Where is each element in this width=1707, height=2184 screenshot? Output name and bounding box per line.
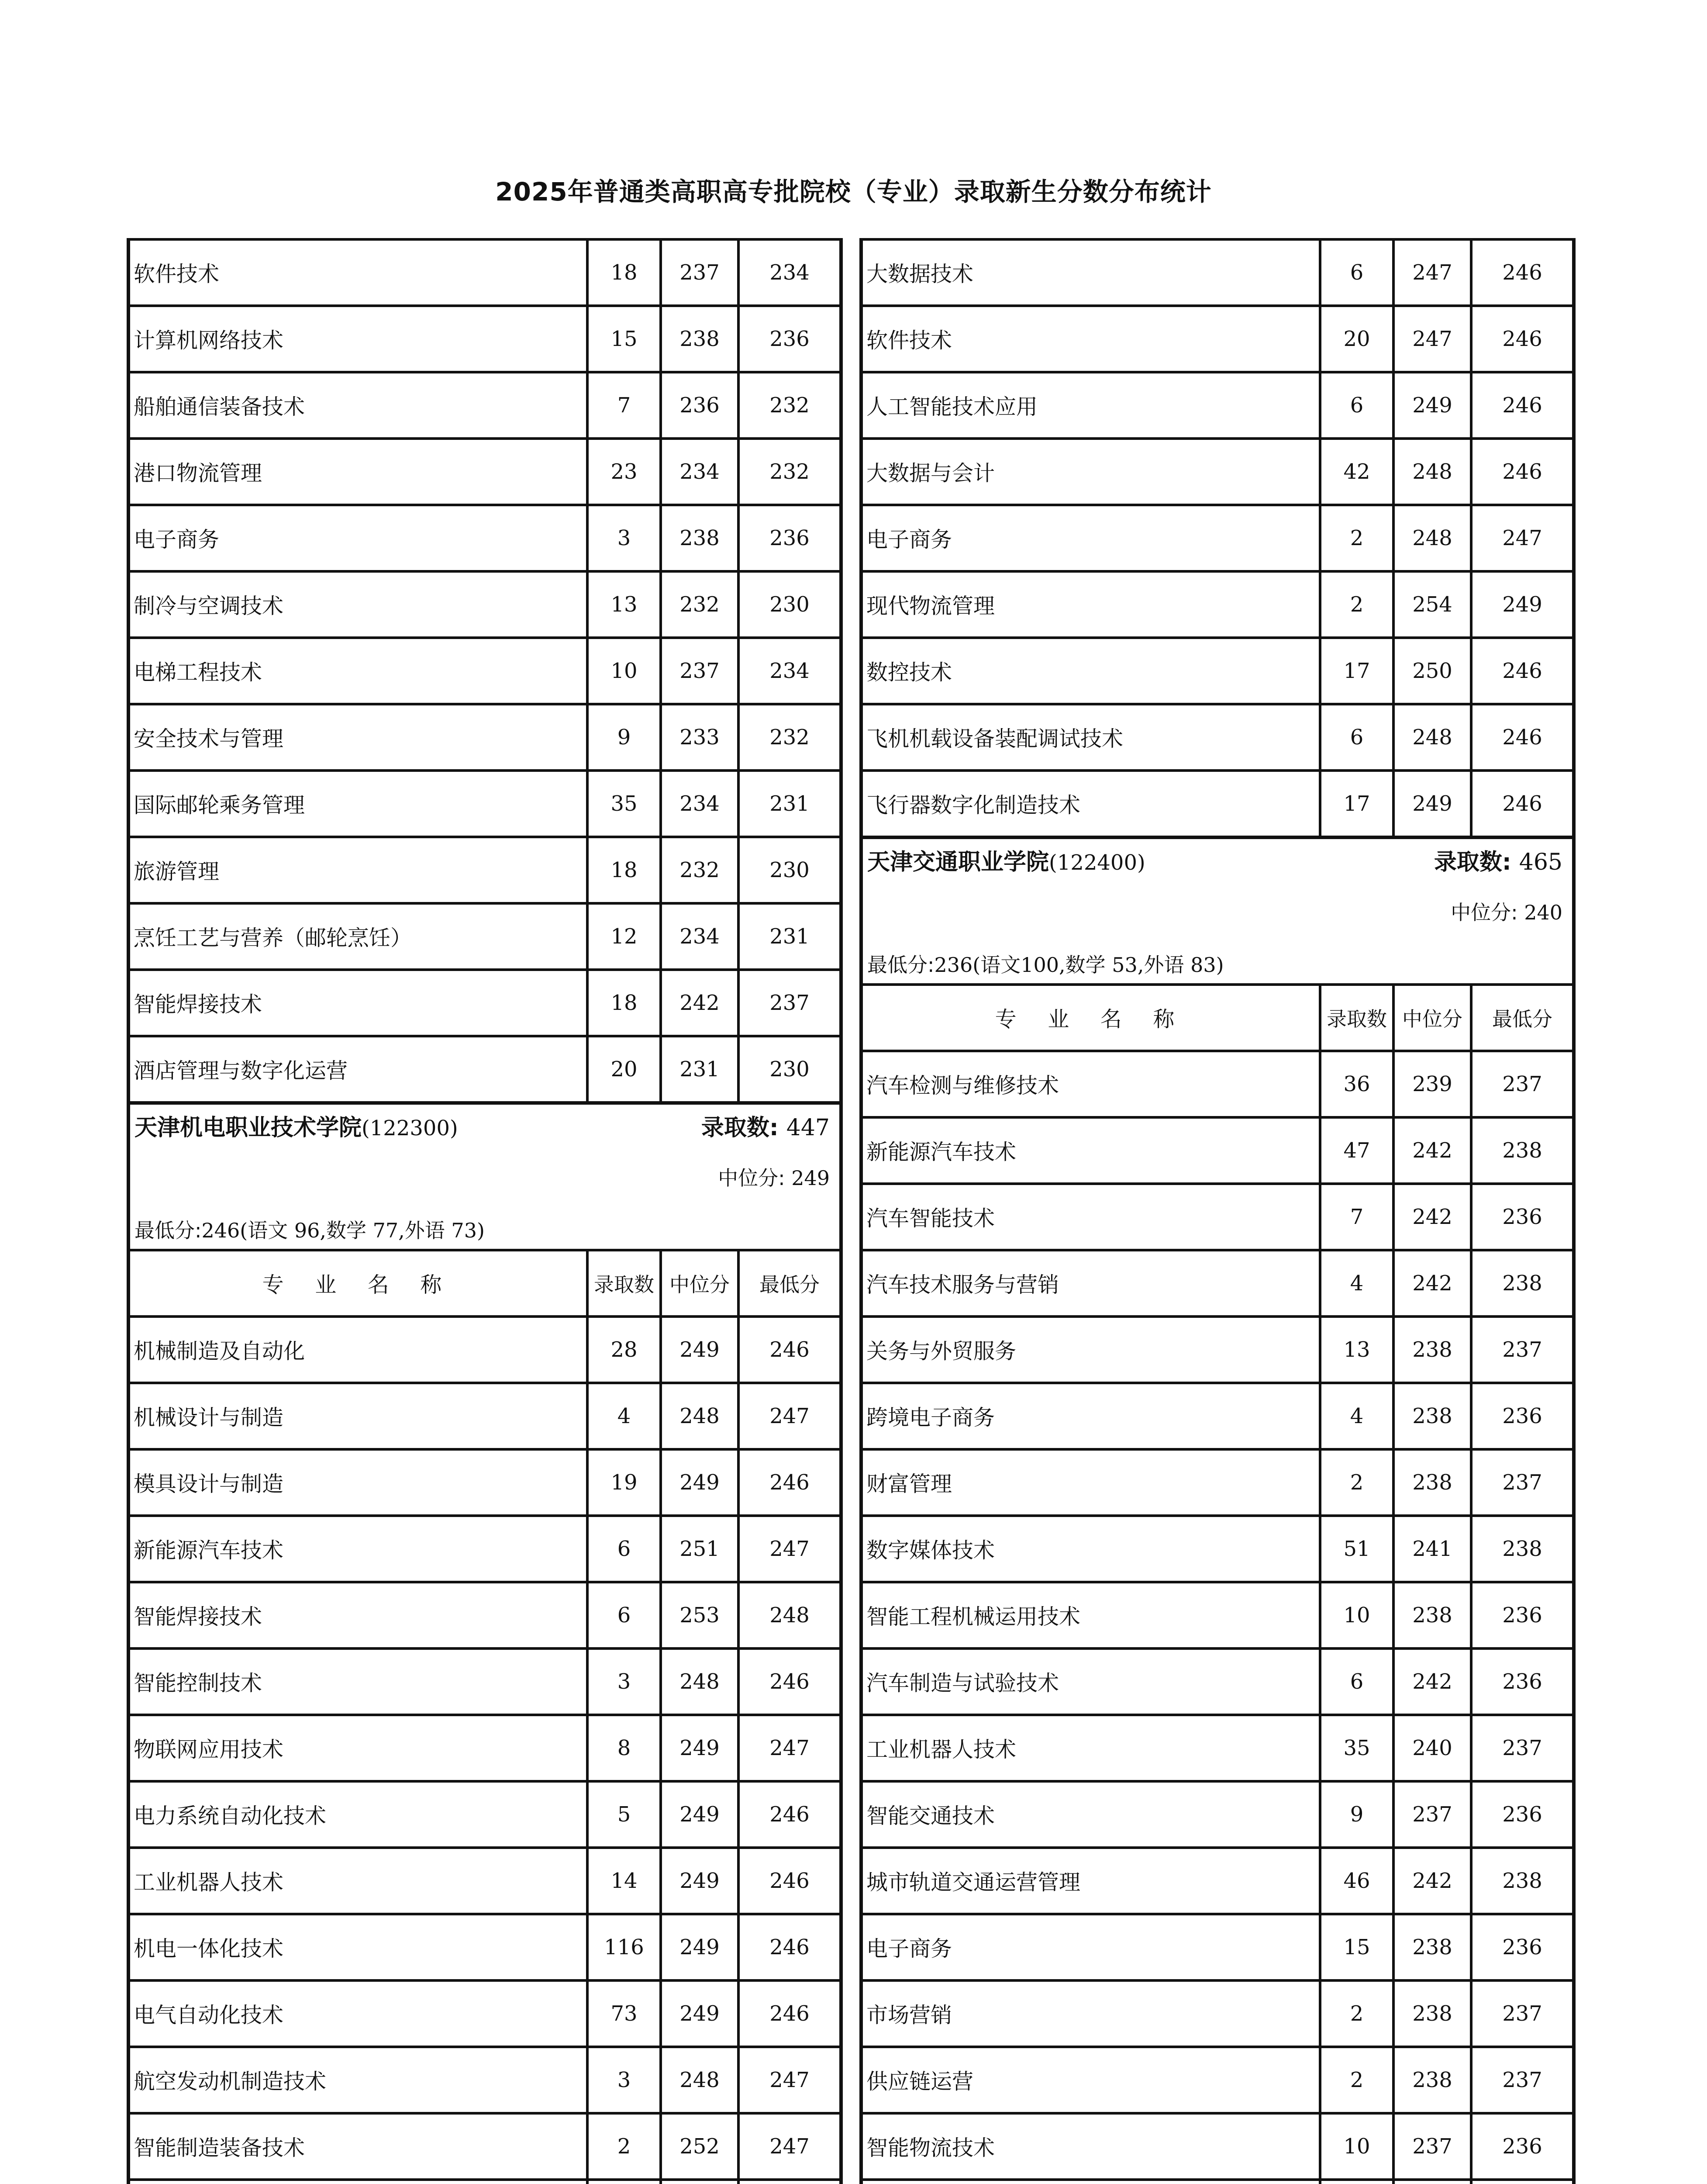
median-score: 248 <box>1392 506 1470 570</box>
admission-count: 10 <box>586 639 659 703</box>
table-row <box>863 1913 1572 1979</box>
table-row <box>863 1714 1572 1780</box>
admission-count <box>586 2181 659 2184</box>
minimum-score: 230 <box>737 1037 839 1101</box>
table-row <box>130 1581 839 1647</box>
major-name: 跨境电子商务 <box>866 1405 995 1430</box>
admission-count <box>1319 2181 1392 2184</box>
admission-count: 15 <box>1319 1915 1392 1979</box>
minimum-score: 238 <box>1470 1517 1572 1581</box>
major-name: 电子商务 <box>866 527 952 552</box>
median-score: 231 <box>659 1037 737 1101</box>
header-median: 中位分 <box>1392 986 1470 1050</box>
table-header <box>863 983 1572 1050</box>
major-name: 酒店管理与数字化运营 <box>134 1058 348 1083</box>
table-row <box>863 2112 1572 2178</box>
admission-count: 18 <box>586 241 659 304</box>
school-name: 天津交通职业学院(122400) <box>867 849 1145 875</box>
major-name: 工业机器人技术 <box>134 1870 284 1895</box>
major-name: 软件技术 <box>134 262 220 287</box>
minimum-score: 237 <box>737 971 839 1035</box>
admission-count: 18 <box>586 971 659 1035</box>
admission-count: 18 <box>586 838 659 902</box>
minimum-score: 237 <box>1470 1982 1572 2046</box>
admission-count: 23 <box>586 440 659 504</box>
major-name: 电子商务 <box>134 527 220 552</box>
admission-count: 15 <box>586 307 659 371</box>
median-score: 242 <box>659 971 737 1035</box>
median-score: 242 <box>1392 1119 1470 1182</box>
table-row <box>130 1315 839 1382</box>
median-score: 248 <box>1392 705 1470 769</box>
admission-count: 42 <box>1319 440 1392 504</box>
major-name: 关务与外贸服务 <box>866 1339 1017 1364</box>
minimum-score: 231 <box>737 905 839 968</box>
table-row <box>863 2178 1572 2184</box>
table-header <box>130 1249 839 1315</box>
major-name: 旅游管理 <box>134 859 220 884</box>
major-name: 大数据技术 <box>866 262 974 287</box>
table-row <box>863 238 1572 304</box>
median-score: 249 <box>659 1783 737 1846</box>
admission-count: 3 <box>586 506 659 570</box>
median-score: 232 <box>659 573 737 636</box>
page-title: 2025年普通类高职高专批院校（专业）录取新生分数分布统计 <box>495 177 1212 207</box>
table-row <box>130 1382 839 1448</box>
header-count: 录取数 <box>586 1251 659 1315</box>
major-name: 大数据与会计 <box>866 461 995 486</box>
median-score: 251 <box>659 1517 737 1581</box>
admission-count: 6 <box>1319 705 1392 769</box>
admission-count: 28 <box>586 1318 659 1382</box>
admission-count: 46 <box>1319 1849 1392 1913</box>
minimum-score: 237 <box>1470 2048 1572 2112</box>
minimum-score: 232 <box>737 705 839 769</box>
major-name: 财富管理 <box>866 1472 952 1496</box>
median-score: 中位分: 240 <box>1451 901 1562 924</box>
median-score: 249 <box>1392 772 1470 836</box>
minimum-score: 246 <box>737 1849 839 1913</box>
median-score: 242 <box>1392 1185 1470 1249</box>
admission-count: 13 <box>586 573 659 636</box>
median-score: 238 <box>1392 1915 1470 1979</box>
admission-count: 10 <box>1319 1583 1392 1647</box>
school-name: 天津机电职业技术学院(122300) <box>134 1115 458 1141</box>
header-min: 最低分 <box>1470 986 1572 1050</box>
right-table <box>859 238 1576 2184</box>
admission-count: 5 <box>586 1783 659 1846</box>
minimum-score: 248 <box>737 1583 839 1647</box>
table-row <box>863 1315 1572 1382</box>
admission-count: 17 <box>1319 639 1392 703</box>
table-row <box>130 504 839 570</box>
table-row <box>130 238 839 304</box>
table-row <box>130 902 839 968</box>
table-row <box>130 1846 839 1913</box>
table-row <box>863 1182 1572 1249</box>
admission-count: 6 <box>1319 373 1392 437</box>
admission-count: 116 <box>586 1915 659 1979</box>
table-row <box>863 1050 1572 1116</box>
admission-count: 8 <box>586 1716 659 1780</box>
admission-count: 73 <box>586 1982 659 2046</box>
admission-count: 6 <box>1319 241 1392 304</box>
admission-count: 36 <box>1319 1052 1392 1116</box>
minimum-score: 247 <box>737 1384 839 1448</box>
minimum-score: 247 <box>737 1517 839 1581</box>
minimum-score: 236 <box>1470 2115 1572 2178</box>
minimum-score: 232 <box>737 373 839 437</box>
minimum-score: 231 <box>737 772 839 836</box>
admission-count: 7 <box>586 373 659 437</box>
table-row <box>130 703 839 769</box>
major-name: 汽车制造与试验技术 <box>866 1671 1059 1696</box>
minimum-score: 247 <box>737 2048 839 2112</box>
major-name: 烹饪工艺与营养（邮轮烹饪） <box>134 926 412 950</box>
header-major: 专 业 名 称 <box>995 1007 1187 1032</box>
median-score: 249 <box>1392 373 1470 437</box>
table-row <box>863 1780 1572 1846</box>
median-score: 248 <box>659 1650 737 1714</box>
median-score: 中位分: 249 <box>718 1166 830 1190</box>
minimum-score: 238 <box>1470 1119 1572 1182</box>
major-name: 安全技术与管理 <box>134 726 284 751</box>
minimum-score: 236 <box>1470 1384 1572 1448</box>
major-name: 城市轨道交通运营管理 <box>866 1870 1081 1895</box>
median-score: 247 <box>1392 241 1470 304</box>
major-name: 现代物流管理 <box>866 594 995 619</box>
median-score: 249 <box>659 1716 737 1780</box>
table-row <box>863 304 1572 371</box>
major-name: 新能源汽车技术 <box>866 1140 1017 1165</box>
minimum-score: 238 <box>1470 1849 1572 1913</box>
median-score: 232 <box>659 838 737 902</box>
major-name: 船舶通信装备技术 <box>134 394 305 419</box>
minimum-score: 247 <box>1470 506 1572 570</box>
median-score: 238 <box>1392 1583 1470 1647</box>
admission-count: 10 <box>1319 2115 1392 2178</box>
major-name: 机械设计与制造 <box>134 1405 284 1430</box>
median-score: 234 <box>659 905 737 968</box>
major-name: 飞机机载设备装配调试技术 <box>866 726 1124 751</box>
major-name: 航空发动机制造技术 <box>134 2069 327 2094</box>
median-score <box>1392 2181 1470 2184</box>
minimum-score: 236 <box>1470 1650 1572 1714</box>
median-score: 248 <box>659 1384 737 1448</box>
minimum-score: 246 <box>737 1650 839 1714</box>
left-school-rows <box>130 1315 839 2184</box>
admission-count: 3 <box>586 2048 659 2112</box>
minimum-score: 234 <box>737 639 839 703</box>
minimum-score: 236 <box>1470 1915 1572 1979</box>
minimum-score: 237 <box>1470 1318 1572 1382</box>
median-score: 249 <box>659 1318 737 1382</box>
table-row <box>863 371 1572 437</box>
admission-count: 录取数: 447 <box>701 1115 830 1141</box>
major-name: 港口物流管理 <box>134 461 262 486</box>
table-row <box>863 1382 1572 1448</box>
admission-count: 14 <box>586 1849 659 1913</box>
table-row <box>863 1979 1572 2046</box>
median-score: 248 <box>659 2048 737 2112</box>
table-row <box>130 1647 839 1714</box>
major-name: 数控技术 <box>866 660 952 685</box>
major-name: 智能工程机械运用技术 <box>866 1604 1081 1629</box>
minimum-score: 246 <box>1470 241 1572 304</box>
table-row <box>130 968 839 1035</box>
major-name: 人工智能技术应用 <box>866 394 1038 419</box>
minimum-score: 237 <box>1470 1451 1572 1514</box>
admission-count: 20 <box>1319 307 1392 371</box>
admission-count: 12 <box>586 905 659 968</box>
major-name: 市场营销 <box>866 2003 952 2028</box>
median-score: 249 <box>659 1982 737 2046</box>
major-name: 汽车检测与维修技术 <box>866 1073 1059 1098</box>
minimum-score: 237 <box>1470 1716 1572 1780</box>
table-row <box>863 1116 1572 1182</box>
major-name: 电子商务 <box>866 1936 952 1961</box>
header-count: 录取数 <box>1319 986 1392 1050</box>
admission-count: 4 <box>1319 1251 1392 1315</box>
median-score <box>659 2181 737 2184</box>
median-score: 237 <box>659 241 737 304</box>
median-score: 238 <box>1392 1451 1470 1514</box>
admission-count: 6 <box>1319 1650 1392 1714</box>
minimum-score: 246 <box>1470 772 1572 836</box>
median-score: 238 <box>659 506 737 570</box>
table-row <box>130 769 839 836</box>
minimum-score: 246 <box>1470 307 1572 371</box>
major-name: 电气自动化技术 <box>134 2003 284 2028</box>
median-score: 249 <box>659 1849 737 1913</box>
admission-count: 2 <box>1319 506 1392 570</box>
minimum-score: 236 <box>1470 1783 1572 1846</box>
minimum-score: 246 <box>1470 373 1572 437</box>
median-score: 247 <box>1392 307 1470 371</box>
major-name: 智能焊接技术 <box>134 1604 262 1629</box>
table-row <box>863 1448 1572 1514</box>
admission-count: 20 <box>586 1037 659 1101</box>
minimum-score: 246 <box>737 1915 839 1979</box>
admission-count: 51 <box>1319 1517 1392 1581</box>
median-score: 238 <box>1392 2048 1470 2112</box>
median-score: 238 <box>1392 1384 1470 1448</box>
admission-count: 9 <box>586 705 659 769</box>
minimum-score <box>737 2181 839 2184</box>
major-name <box>130 2181 586 2184</box>
minimum-score: 238 <box>1470 1251 1572 1315</box>
header-major: 专 业 名 称 <box>262 1272 454 1297</box>
admission-count: 4 <box>586 1384 659 1448</box>
median-score: 236 <box>659 373 737 437</box>
table-row <box>130 1514 839 1581</box>
median-score: 238 <box>1392 1982 1470 2046</box>
major-name: 计算机网络技术 <box>134 328 284 353</box>
table-row <box>863 1581 1572 1647</box>
major-name: 电梯工程技术 <box>134 660 262 685</box>
median-score: 250 <box>1392 639 1470 703</box>
table-row <box>130 304 839 371</box>
admission-count: 2 <box>1319 573 1392 636</box>
median-score: 234 <box>659 440 737 504</box>
median-score: 242 <box>1392 1251 1470 1315</box>
median-score: 237 <box>1392 2115 1470 2178</box>
minimum-score: 247 <box>737 2115 839 2178</box>
table-row <box>130 1035 839 1101</box>
admission-count: 19 <box>586 1451 659 1514</box>
major-name: 工业机器人技术 <box>866 1737 1017 1762</box>
major-name: 飞行器数字化制造技术 <box>866 793 1081 818</box>
major-name: 软件技术 <box>866 328 952 353</box>
minimum-score: 230 <box>737 573 839 636</box>
major-name: 汽车技术服务与营销 <box>866 1272 1059 1297</box>
left-rows <box>130 238 839 1101</box>
major-name: 智能控制技术 <box>134 1671 262 1696</box>
table-row <box>863 703 1572 769</box>
major-name: 新能源汽车技术 <box>134 1538 284 1563</box>
median-score: 239 <box>1392 1052 1470 1116</box>
median-score: 249 <box>659 1915 737 1979</box>
median-score: 254 <box>1392 573 1470 636</box>
median-score: 249 <box>659 1451 737 1514</box>
median-score: 237 <box>659 639 737 703</box>
school-code: (122300) <box>362 1116 458 1140</box>
major-name: 数字媒体技术 <box>866 1538 995 1563</box>
major-name: 智能制造装备技术 <box>134 2136 305 2160</box>
table-row <box>130 1913 839 1979</box>
admission-count: 9 <box>1319 1783 1392 1846</box>
table-row <box>863 1846 1572 1913</box>
median-score: 242 <box>1392 1650 1470 1714</box>
minimum-score: 236 <box>737 307 839 371</box>
major-name: 智能交通技术 <box>866 1804 995 1828</box>
minimum-score: 246 <box>737 1783 839 1846</box>
admission-count: 35 <box>1319 1716 1392 1780</box>
table-row <box>863 1647 1572 1714</box>
right-school-rows <box>863 1050 1572 2184</box>
table-row <box>130 570 839 636</box>
table-row <box>863 1249 1572 1315</box>
admission-count: 6 <box>586 1583 659 1647</box>
median-score: 238 <box>659 307 737 371</box>
table-row <box>863 769 1572 836</box>
minimum-score: 232 <box>737 440 839 504</box>
median-score: 238 <box>1392 1318 1470 1382</box>
median-score: 240 <box>1392 1716 1470 1780</box>
minimum-score: 246 <box>1470 440 1572 504</box>
median-score: 252 <box>659 2115 737 2178</box>
median-score: 242 <box>1392 1849 1470 1913</box>
admission-count: 录取数: 465 <box>1434 849 1562 875</box>
admission-count: 6 <box>586 1517 659 1581</box>
major-name: 智能物流技术 <box>866 2136 995 2160</box>
table-row <box>130 1979 839 2046</box>
table-row <box>130 1780 839 1846</box>
admission-count: 17 <box>1319 772 1392 836</box>
median-score: 241 <box>1392 1517 1470 1581</box>
table-row <box>130 2178 839 2184</box>
admission-count: 3 <box>586 1650 659 1714</box>
major-name: 电力系统自动化技术 <box>134 1804 327 1828</box>
minimum-score: 246 <box>1470 639 1572 703</box>
admission-count: 2 <box>1319 1982 1392 2046</box>
major-name: 供应链运营 <box>866 2069 974 2094</box>
minimum-score: 246 <box>1470 705 1572 769</box>
table-row <box>130 2046 839 2112</box>
major-name: 国际邮轮乘务管理 <box>134 793 305 818</box>
median-score: 234 <box>659 772 737 836</box>
admission-count: 7 <box>1319 1185 1392 1249</box>
minimum-score: 236 <box>1470 1185 1572 1249</box>
table-row <box>130 1714 839 1780</box>
table-row <box>863 437 1572 504</box>
admission-count: 13 <box>1319 1318 1392 1382</box>
minimum-score: 247 <box>737 1716 839 1780</box>
school-header <box>130 1101 839 1249</box>
table-row <box>130 437 839 504</box>
minimum-score: 236 <box>737 506 839 570</box>
table-row <box>130 636 839 703</box>
admission-count: 47 <box>1319 1119 1392 1182</box>
minimum-score: 246 <box>737 1451 839 1514</box>
major-name: 机械制造及自动化 <box>134 1339 305 1364</box>
major-name <box>863 2181 1319 2184</box>
major-name: 物联网应用技术 <box>134 1737 284 1762</box>
table-row <box>863 504 1572 570</box>
school-code: (122400) <box>1049 850 1145 875</box>
median-score: 253 <box>659 1583 737 1647</box>
minimum-score: 249 <box>1470 573 1572 636</box>
minimum-score: 最低分:246(语文 96,数学 77,外语 73) <box>134 1219 485 1242</box>
header-median: 中位分 <box>659 1251 737 1315</box>
header-min: 最低分 <box>737 1251 839 1315</box>
table-row <box>130 1448 839 1514</box>
left-table <box>127 238 843 2184</box>
table-row <box>863 636 1572 703</box>
right-rows <box>863 238 1572 836</box>
table-row <box>863 2046 1572 2112</box>
school-header <box>863 836 1572 983</box>
table-row <box>863 1514 1572 1581</box>
admission-count: 2 <box>1319 2048 1392 2112</box>
admission-count: 2 <box>1319 1451 1392 1514</box>
table-row <box>130 2112 839 2178</box>
median-score: 248 <box>1392 440 1470 504</box>
minimum-score: 246 <box>737 1982 839 2046</box>
minimum-score: 最低分:236(语文100,数学 53,外语 83) <box>867 953 1224 977</box>
minimum-score: 246 <box>737 1318 839 1382</box>
median-score: 237 <box>1392 1783 1470 1846</box>
minimum-score <box>1470 2181 1572 2184</box>
minimum-score: 236 <box>1470 1583 1572 1647</box>
minimum-score: 237 <box>1470 1052 1572 1116</box>
major-name: 智能焊接技术 <box>134 992 262 1017</box>
minimum-score: 230 <box>737 838 839 902</box>
major-name: 模具设计与制造 <box>134 1472 284 1496</box>
major-name: 汽车智能技术 <box>866 1206 995 1231</box>
major-name: 制冷与空调技术 <box>134 594 284 619</box>
admission-count: 4 <box>1319 1384 1392 1448</box>
table-row <box>130 836 839 902</box>
table-row <box>130 371 839 437</box>
minimum-score: 234 <box>737 241 839 304</box>
admission-count: 2 <box>586 2115 659 2178</box>
major-name: 机电一体化技术 <box>134 1936 284 1961</box>
table-row <box>863 570 1572 636</box>
median-score: 233 <box>659 705 737 769</box>
admission-count: 35 <box>586 772 659 836</box>
